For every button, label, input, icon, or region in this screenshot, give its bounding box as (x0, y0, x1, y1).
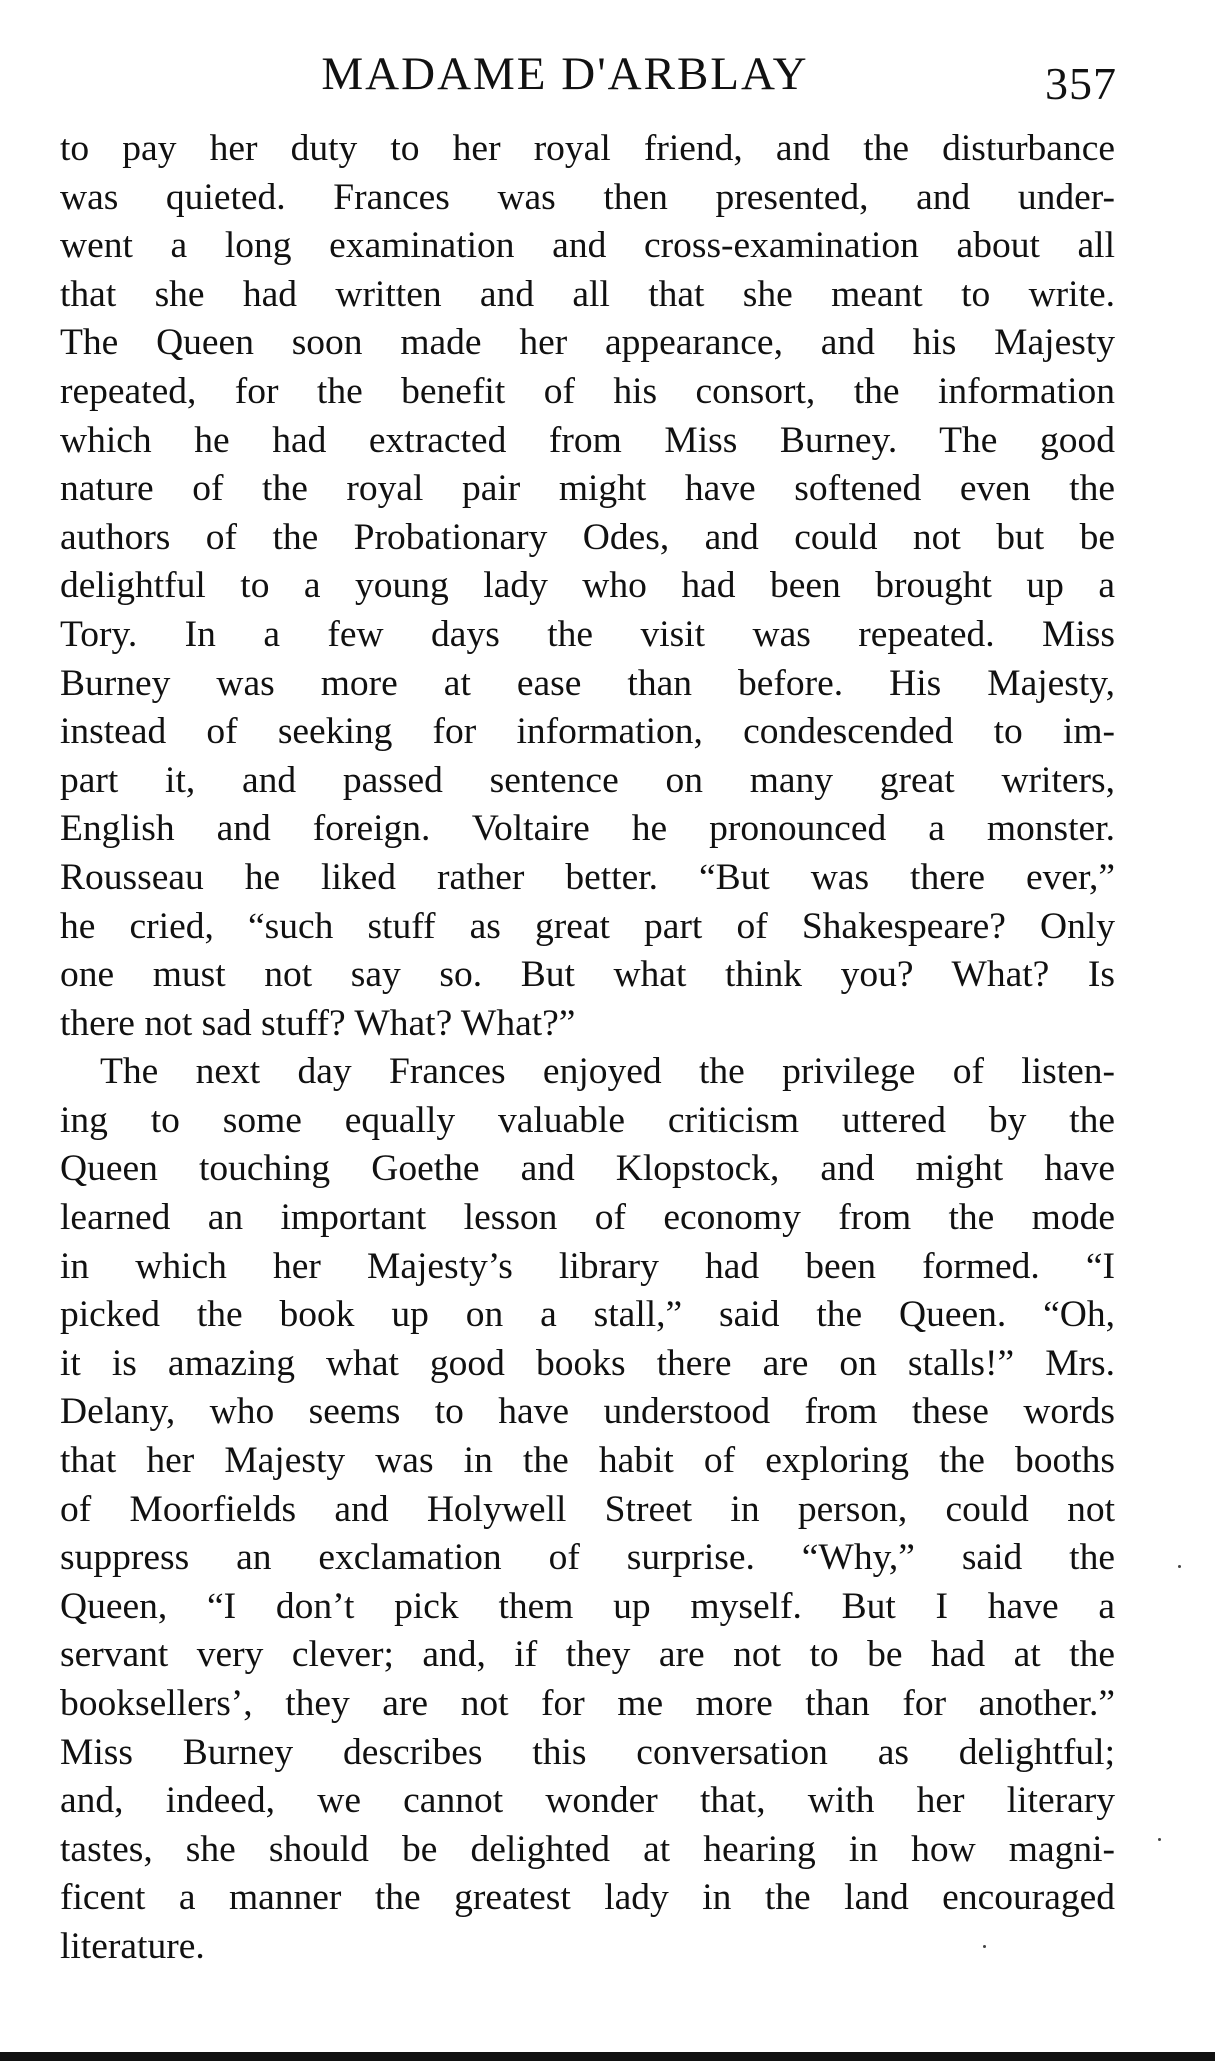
bottom-rule (0, 2052, 1215, 2061)
text-line: Miss Burney describes this conversation as delightful; (60, 1731, 1115, 1773)
text-line: in which her Majesty’s library had been formed. “I (60, 1245, 1115, 1287)
text-line: ing to some equally valuable criticism uttered by the (60, 1099, 1115, 1141)
text-line: suppress an exclamation of surprise. “Why,” said the (60, 1537, 1115, 1579)
body-text (60, 125, 1115, 1972)
text-line: it is amazing what good books there are on stalls!” Mrs. (60, 1342, 1115, 1384)
text-line: nature of the royal pair might have softened even the (60, 468, 1115, 510)
text-line: Queen touching Goethe and Klopstock, and might have (60, 1148, 1115, 1190)
text-line: repeated, for the benefit of his consort, the information (60, 370, 1115, 412)
text-line: Rousseau he liked rather better. “But was there ever,” (60, 856, 1115, 898)
text-line: delightful to a young lady who had been brought up a (60, 565, 1115, 607)
text-line: that her Majesty was in the habit of exploring the booths (60, 1440, 1115, 1482)
text-line: there not sad stuff? What? What?” (60, 1002, 576, 1044)
text-line: that she had written and all that she meant to write. (60, 273, 1115, 315)
text-line: to pay her duty to her royal friend, and the disturbance (60, 128, 1115, 169)
print-speck (1158, 1838, 1161, 1841)
text-line: authors of the Probationary Odes, and could not but be (60, 516, 1115, 558)
text-line: Burney was more at ease than before. His Majesty, (60, 662, 1115, 704)
text-line: one must not say so. But what think you? What? Is (60, 954, 1115, 996)
text-line: learned an important lesson of economy from the mode (60, 1197, 1115, 1239)
text-line: The Queen soon made her appearance, and his Majesty (60, 322, 1115, 364)
text-line: was quieted. Frances was then presented, and under- (60, 176, 1115, 218)
running-title: MADAME D'ARBLAY (321, 48, 809, 100)
text-line: literature. (60, 1925, 205, 1967)
text-line: Tory. In a few days the visit was repeated. Miss (60, 613, 1115, 655)
text-line: English and foreign. Voltaire he pronounced a monster. (60, 808, 1115, 850)
text-line: which he had extracted from Miss Burney. The good (60, 419, 1115, 461)
text-line: Queen, “I don’t pick them up myself. But I have a (60, 1585, 1115, 1627)
text-line: part it, and passed sentence on many great writers, (60, 759, 1115, 801)
text-line: of Moorfields and Holywell Street in person, could not (60, 1488, 1115, 1530)
text-line: picked the book up on a stall,” said the Queen. “Oh, (60, 1294, 1115, 1336)
text-line: ficent a manner the greatest lady in the land encouraged (60, 1877, 1115, 1919)
text-line: servant very clever; and, if they are not to be had at the (60, 1634, 1115, 1676)
paragraph-first-line: The next day Frances enjoyed the privilege of listen- (100, 1051, 1115, 1093)
page-number: 357 (1045, 58, 1117, 109)
print-speck (983, 1945, 986, 1948)
text-line: tastes, she should be delighted at hearing in how magni- (60, 1828, 1115, 1870)
text-line: went a long examination and cross-examination about all (60, 225, 1115, 267)
text-line: instead of seeking for information, condescended to im- (60, 711, 1115, 753)
text-line: booksellers’, they are not for me more than for another.” (60, 1683, 1115, 1724)
text-line: Delany, who seems to have understood from these words (60, 1391, 1115, 1433)
running-head (0, 44, 1215, 109)
text-line: and, indeed, we cannot wonder that, with her literary (60, 1780, 1115, 1822)
print-speck (1178, 1565, 1181, 1568)
text-line: he cried, “such stuff as great part of Shakespeare? Only (60, 905, 1115, 947)
